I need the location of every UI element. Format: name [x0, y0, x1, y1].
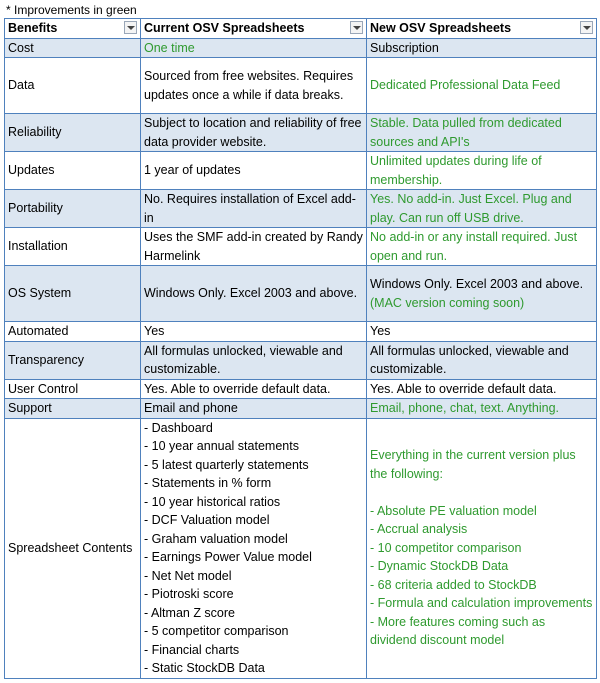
new-cell: Yes. Able to override default data.: [367, 379, 597, 399]
table-row: [5, 190, 597, 228]
list-item: - DCF Valuation model: [144, 513, 270, 527]
table-row: [5, 228, 597, 266]
new-cell: All formulas unlocked, viewable and customizable.: [367, 341, 597, 379]
current-cell: Uses the SMF add-in created by Randy Harmelink: [141, 228, 367, 266]
benefit-cell: Support: [5, 399, 141, 419]
list-item: - 10 year historical ratios: [144, 494, 281, 509]
current-cell: All formulas unlocked, viewable and customizable.: [141, 341, 367, 379]
current-cell: Email and phone: [141, 399, 367, 419]
header-current: [141, 19, 367, 39]
header-current-label: Current OSV Spreadsheets: [144, 21, 305, 35]
list-item: - 10 competitor comparison: [370, 540, 522, 555]
list-item: - Statements in % form: [144, 476, 272, 490]
header-row: [5, 19, 597, 39]
new-cell: [367, 266, 597, 322]
current-cell: 1 year of updates: [141, 152, 367, 190]
benefit-cell: Portability: [5, 190, 141, 228]
header-benefits-label: Benefits: [8, 21, 58, 35]
header-benefits: [5, 19, 141, 39]
table-row: [5, 379, 597, 399]
table-row: [5, 114, 597, 152]
new-cell-line2: (MAC version coming soon): [370, 295, 525, 310]
benefit-cell: User Control: [5, 379, 141, 399]
table-row: [5, 58, 597, 114]
comparison-table: [4, 18, 597, 679]
new-cell: Yes. No add-in. Just Excel. Plug and play. Can run off USB drive.: [367, 190, 597, 228]
list-item: - Formula and calculation improvements: [370, 596, 593, 611]
benefit-cell: Reliability: [5, 114, 141, 152]
table-row: [5, 152, 597, 190]
current-cell: Subject to location and reliability of free data provider website.: [141, 114, 367, 152]
table-row: [5, 322, 597, 342]
new-cell: Unlimited updates during life of membership.: [367, 152, 597, 190]
table-row: [5, 266, 597, 322]
current-list-cell: [141, 418, 367, 678]
table-row: [5, 341, 597, 379]
filter-dropdown-icon[interactable]: [350, 21, 363, 34]
list-item: - Accrual analysis: [370, 522, 468, 537]
list-item: - 5 latest quarterly statements: [144, 457, 309, 472]
benefit-cell: OS System: [5, 266, 141, 322]
header-new-label: New OSV Spreadsheets: [370, 21, 512, 35]
list-item: - 68 criteria added to StockDB: [370, 577, 537, 592]
list-item: - Static StockDB Data: [144, 661, 265, 675]
list-item: - Piotroski score: [144, 587, 234, 601]
benefit-cell: Cost: [5, 38, 141, 58]
filter-dropdown-icon[interactable]: [124, 21, 137, 34]
new-cell: Dedicated Professional Data Feed: [367, 58, 597, 114]
new-list-cell: [367, 418, 597, 678]
benefit-cell: Data: [5, 58, 141, 114]
new-cell: Stable. Data pulled from dedicated sources and API's: [367, 114, 597, 152]
table-row: [5, 418, 597, 678]
benefit-cell: Automated: [5, 322, 141, 342]
table-row: [5, 399, 597, 419]
current-cell: Sourced from free websites. Requires updates once a while if data breaks.: [141, 58, 367, 114]
list-item: - Financial charts: [144, 642, 240, 657]
list-item: - Graham valuation model: [144, 531, 288, 546]
new-cell: No add-in or any install required. Just open and run.: [367, 228, 597, 266]
list-item: - 5 competitor comparison: [144, 624, 289, 638]
benefit-cell: Spreadsheet Contents: [5, 418, 141, 678]
list-item: - Earnings Power Value model: [144, 550, 312, 564]
current-cell: Yes. Able to override default data.: [141, 379, 367, 399]
header-new: [367, 19, 597, 39]
list-item: - Altman Z score: [144, 605, 235, 620]
list-item: - Absolute PE valuation model: [370, 503, 537, 518]
current-cell: Windows Only. Excel 2003 and above.: [141, 266, 367, 322]
new-cell: Subscription: [367, 38, 597, 58]
table-row: [5, 38, 597, 58]
new-cell: Email, phone, chat, text. Anything.: [367, 399, 597, 419]
current-cell: Yes: [141, 322, 367, 342]
list-item: - Dashboard: [144, 420, 213, 435]
current-cell: No. Requires installation of Excel add-in: [141, 190, 367, 228]
list-item: - More features coming such as dividend discount model: [370, 614, 546, 648]
list-item: - Net Net model: [144, 568, 232, 583]
benefit-cell: Installation: [5, 228, 141, 266]
filter-dropdown-icon[interactable]: [580, 21, 593, 34]
new-cell-line1: Windows Only. Excel 2003 and above.: [370, 277, 584, 291]
improvements-note: * Improvements in green: [6, 3, 137, 17]
benefit-cell: Transparency: [5, 341, 141, 379]
list-item: - Dynamic StockDB Data: [370, 559, 509, 574]
benefit-cell: Updates: [5, 152, 141, 190]
list-item: - 10 year annual statements: [144, 439, 299, 453]
current-cell: One time: [141, 38, 367, 58]
new-list-intro: Everything in the current version plus the following:: [370, 448, 576, 481]
new-cell: Yes: [367, 322, 597, 342]
